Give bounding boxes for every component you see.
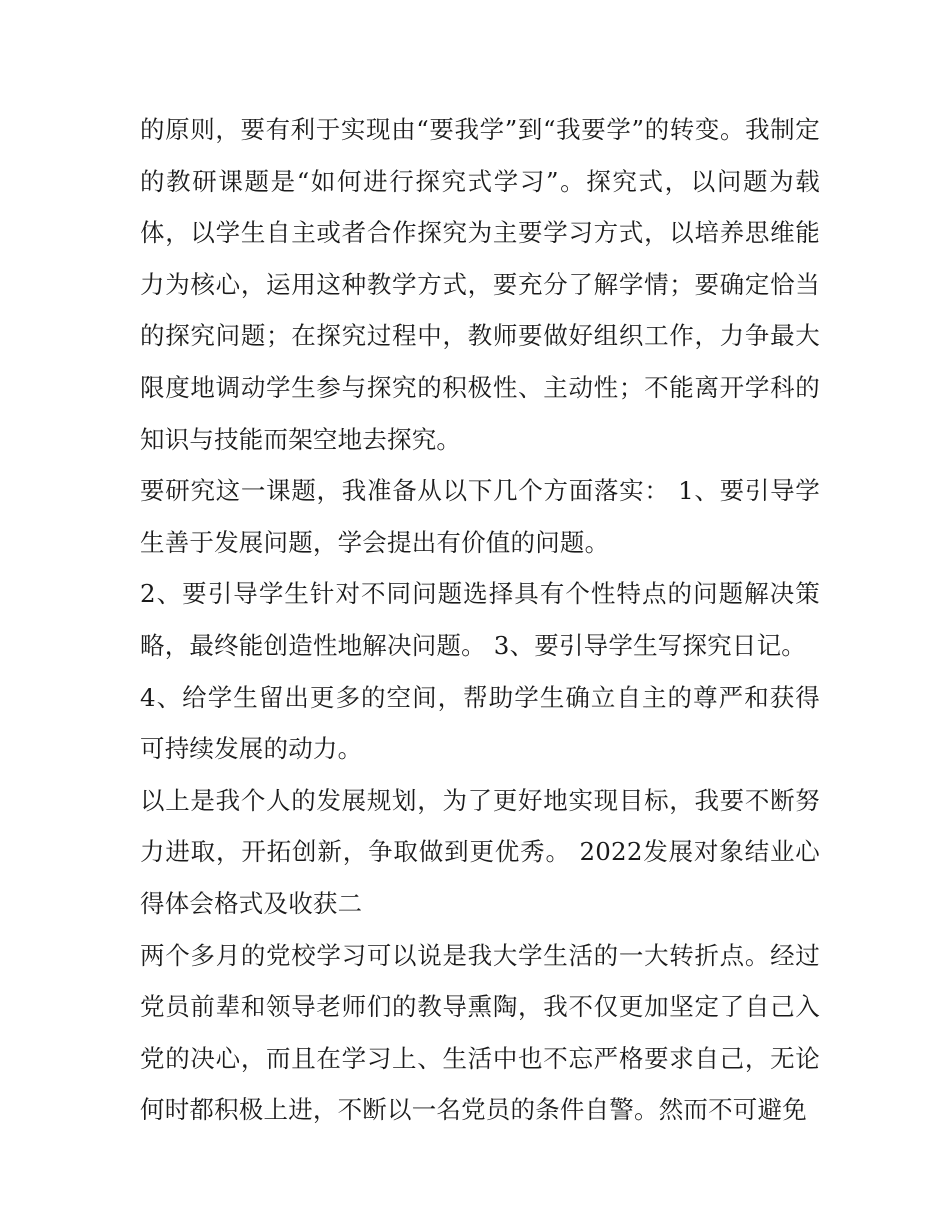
paragraph-plan-item-4: 4、给学生留出更多的空间，帮助学生确立自主的尊严和获得可持续发展的动力。 — [140, 682, 820, 764]
paragraph-party-school-study: 两个多月的党校学习可以说是我大学生活的一大转折点。经过党员前辈和领导老师们的教导熏陶，我不仅更加坚定了自己入党的决心，而且在学习上、生活中也不忘严格要求自己，无论何时都积极上进，不断以一名党员的条件自警。然而不可避免 — [140, 940, 820, 1125]
paragraph-plan-item-2-3: 2、要引导学生针对不同问题选择具有个性特点的问题解决策略，最终能创造性地解决问题。 3、要引导学生写探究日记。 — [140, 579, 820, 660]
paragraph-conclusion-and-heading: 以上是我个人的发展规划，为了更好地实现目标，我要不断努力进取，开拓创新，争取做到更优秀。 2022发展对象结业心得体会格式及收获二 — [140, 785, 820, 918]
paragraph-research-principle: 的原则，要有利于实现由“要我学”到“我要学”的转变。我制定的教研课题是“如何进行探究式学习”。探究式，以问题为载体，以学生自主或者合作探究为主要学习方式，以培养思维能力为核心，运用这种教学方式，要充分了解学情；要确定恰当的探究问题；在探究过程中，教师要做好组织工作，力争最大限度地调动学生参与探究的积极性、主动性；不能离开学科的知识与技能而架空地去探究。 — [140, 115, 820, 454]
document-body — [140, 104, 820, 1136]
paragraph-research-plan-intro: 要研究这一课题，我准备从以下几个方面落实： 1、要引导学生善于发展问题，学会提出有价值的问题。 — [140, 476, 820, 557]
